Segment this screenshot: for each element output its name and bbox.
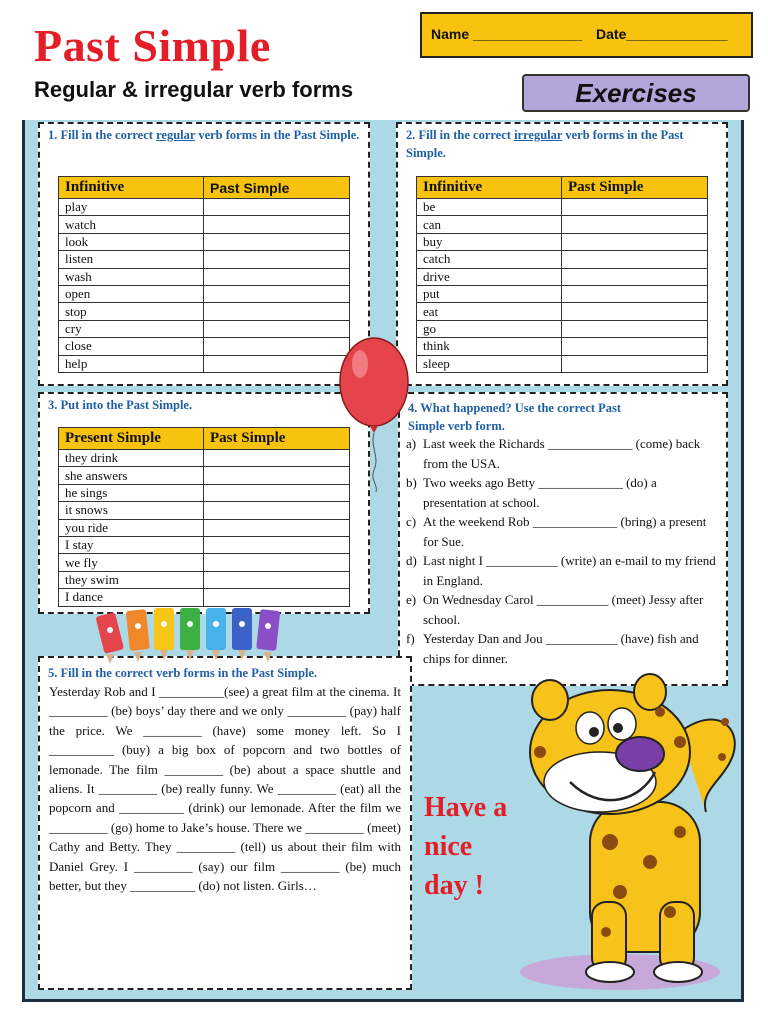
table-row bbox=[417, 268, 708, 285]
exercise-4-instruction: 4. What happened? Use the correct Past Simple verb form. bbox=[408, 401, 622, 433]
table-row bbox=[417, 355, 708, 372]
verb-cell: close bbox=[59, 338, 204, 355]
question-text: Last week the Richards _____________ (come) back from the USA. bbox=[423, 436, 701, 471]
answer-cell[interactable] bbox=[562, 233, 708, 250]
verb-cell: open bbox=[59, 285, 204, 302]
table-row bbox=[59, 233, 350, 250]
name-date-box[interactable] bbox=[420, 12, 753, 58]
verb-cell: they swim bbox=[59, 571, 204, 588]
verb-cell: he sings bbox=[59, 484, 204, 501]
answer-cell[interactable] bbox=[204, 450, 350, 467]
table-row bbox=[417, 320, 708, 337]
exercises-badge: Exercises bbox=[522, 74, 750, 112]
table-row bbox=[59, 554, 350, 571]
verb-cell: you ride bbox=[59, 519, 204, 536]
column-header-past-simple: Past Simple bbox=[204, 428, 350, 450]
table-row bbox=[59, 251, 350, 268]
question-label: c) bbox=[406, 514, 417, 529]
question-label: d) bbox=[406, 553, 417, 568]
answer-cell[interactable] bbox=[562, 338, 708, 355]
answer-cell[interactable] bbox=[204, 285, 350, 302]
verb-cell: I dance bbox=[59, 589, 204, 606]
verb-cell: listen bbox=[59, 251, 204, 268]
verb-cell: go bbox=[417, 320, 562, 337]
leopard-icon bbox=[510, 672, 750, 1002]
verb-cell: play bbox=[59, 199, 204, 216]
answer-cell[interactable] bbox=[204, 216, 350, 233]
verb-cell: they drink bbox=[59, 450, 204, 467]
verb-cell: cry bbox=[59, 320, 204, 337]
column-header-present-simple: Present Simple bbox=[59, 428, 204, 450]
question-item bbox=[406, 551, 718, 590]
answer-cell[interactable] bbox=[204, 536, 350, 553]
table-row bbox=[417, 338, 708, 355]
verb-cell: help bbox=[59, 355, 204, 372]
page-title: Past Simple bbox=[34, 20, 271, 71]
verb-cell: buy bbox=[417, 233, 562, 250]
exercise-5-story: Yesterday Rob and I __________(see) a great film at the cinema. It _________ (be) boys’ day there and we only _________ (pay) half the price. We _________ (have) some money left. So I __________ (buy) a big box of popcorn and two bottles of lemonade. The film _________ (be) about a space shuttle and aliens. It _________ (be) really funny. We _________ (eat) all the popcorn and __________ (drink) our lemonade. After the film we _________ (go) home to Jake’s house. There we _________ (meet) Cathy and Betty. They _________ (tell) us about their film with Daniel Grey. I _________ (say) our film _________ (be) much better, but they __________ (do) not listen. Girls… bbox=[49, 684, 401, 894]
verb-cell: wash bbox=[59, 268, 204, 285]
answer-cell[interactable] bbox=[204, 554, 350, 571]
table-row bbox=[59, 320, 350, 337]
question-label: b) bbox=[406, 475, 417, 490]
name-field-label: Name ______________ bbox=[431, 26, 583, 42]
table-row bbox=[417, 199, 708, 216]
answer-cell[interactable] bbox=[562, 216, 708, 233]
answer-cell[interactable] bbox=[204, 303, 350, 320]
answer-cell[interactable] bbox=[562, 303, 708, 320]
table-row bbox=[417, 303, 708, 320]
question-text: Last night I ___________ (write) an e-mail to my friend in England. bbox=[423, 553, 716, 588]
answer-cell[interactable] bbox=[562, 355, 708, 372]
verb-cell: look bbox=[59, 233, 204, 250]
balloon-icon bbox=[330, 322, 420, 492]
table-row bbox=[417, 251, 708, 268]
table-row bbox=[59, 285, 350, 302]
verb-cell: it snows bbox=[59, 502, 204, 519]
column-header-infinitive: Infinitive bbox=[417, 177, 562, 199]
table-row bbox=[59, 303, 350, 320]
verb-cell: drive bbox=[417, 268, 562, 285]
crayons-icon bbox=[92, 604, 322, 668]
answer-cell[interactable] bbox=[204, 484, 350, 501]
verb-cell: watch bbox=[59, 216, 204, 233]
table-row bbox=[59, 450, 350, 467]
verb-cell: be bbox=[417, 199, 562, 216]
question-label: a) bbox=[406, 436, 417, 451]
table-row bbox=[59, 199, 350, 216]
exercise-4-questions bbox=[406, 434, 718, 668]
verb-cell: I stay bbox=[59, 536, 204, 553]
column-header-past-simple: Past Simple bbox=[562, 177, 708, 199]
table-row bbox=[59, 484, 350, 501]
table-row bbox=[59, 571, 350, 588]
answer-cell[interactable] bbox=[204, 338, 350, 355]
answer-cell[interactable] bbox=[204, 355, 350, 372]
answer-cell[interactable] bbox=[204, 268, 350, 285]
table-row bbox=[59, 536, 350, 553]
date-field-label: Date_____________ bbox=[596, 26, 728, 42]
answer-cell[interactable] bbox=[562, 285, 708, 302]
exercise-1-instruction: 1. Fill in the correct regular verb forms in the Past Simple. bbox=[48, 128, 360, 142]
column-header-past-simple: Past Simple bbox=[204, 177, 350, 199]
table-row bbox=[59, 519, 350, 536]
question-item bbox=[406, 434, 718, 473]
table-row bbox=[417, 285, 708, 302]
verb-cell: catch bbox=[417, 251, 562, 268]
question-label: f) bbox=[406, 631, 415, 646]
table-row bbox=[417, 216, 708, 233]
table-row bbox=[59, 338, 350, 355]
verb-cell: think bbox=[417, 338, 562, 355]
question-item bbox=[406, 473, 718, 512]
answer-cell[interactable] bbox=[562, 251, 708, 268]
answer-cell[interactable] bbox=[562, 268, 708, 285]
answer-cell[interactable] bbox=[204, 519, 350, 536]
table-row bbox=[59, 216, 350, 233]
question-text: At the weekend Rob _____________ (bring) a present for Sue. bbox=[423, 514, 707, 549]
exercise-5-instruction: 5. Fill in the correct verb forms in the Past Simple. bbox=[48, 666, 318, 680]
exercise-2-table bbox=[416, 176, 708, 373]
answer-cell[interactable] bbox=[204, 502, 350, 519]
question-text: Yesterday Dan and Jou ___________ (have) fish and chips for dinner. bbox=[423, 631, 699, 666]
table-row bbox=[59, 268, 350, 285]
table-row bbox=[417, 233, 708, 250]
answer-cell[interactable] bbox=[562, 199, 708, 216]
answer-cell[interactable] bbox=[204, 320, 350, 337]
column-header-infinitive: Infinitive bbox=[59, 177, 204, 199]
exercise-2-instruction: 2. Fill in the correct irregular verb forms in the Past Simple. bbox=[406, 128, 684, 160]
answer-cell[interactable] bbox=[204, 467, 350, 484]
verb-cell: stop bbox=[59, 303, 204, 320]
exercise-1-table bbox=[58, 176, 350, 373]
verb-cell: can bbox=[417, 216, 562, 233]
question-item bbox=[406, 590, 718, 629]
question-item bbox=[406, 629, 718, 668]
answer-cell[interactable] bbox=[204, 251, 350, 268]
table-row bbox=[59, 467, 350, 484]
exercise-3-table bbox=[58, 427, 350, 607]
verb-cell: eat bbox=[417, 303, 562, 320]
answer-cell[interactable] bbox=[562, 320, 708, 337]
answer-cell[interactable] bbox=[204, 199, 350, 216]
question-text: On Wednesday Carol ___________ (meet) Jessy after school. bbox=[423, 592, 704, 627]
table-row bbox=[59, 355, 350, 372]
verb-cell: she answers bbox=[59, 467, 204, 484]
verb-cell: sleep bbox=[417, 355, 562, 372]
verb-cell: put bbox=[417, 285, 562, 302]
answer-cell[interactable] bbox=[204, 571, 350, 588]
verb-cell: we fly bbox=[59, 554, 204, 571]
greeting-text: Have a nice day ! bbox=[424, 792, 508, 901]
table-row bbox=[59, 502, 350, 519]
answer-cell[interactable] bbox=[204, 233, 350, 250]
page-subtitle: Regular & irregular verb forms bbox=[34, 77, 354, 102]
question-text: Two weeks ago Betty _____________ (do) a presentation at school. bbox=[423, 475, 657, 510]
exercise-3-instruction: 3. Put into the Past Simple. bbox=[48, 398, 193, 412]
question-label: e) bbox=[406, 592, 417, 607]
question-item bbox=[406, 512, 718, 551]
